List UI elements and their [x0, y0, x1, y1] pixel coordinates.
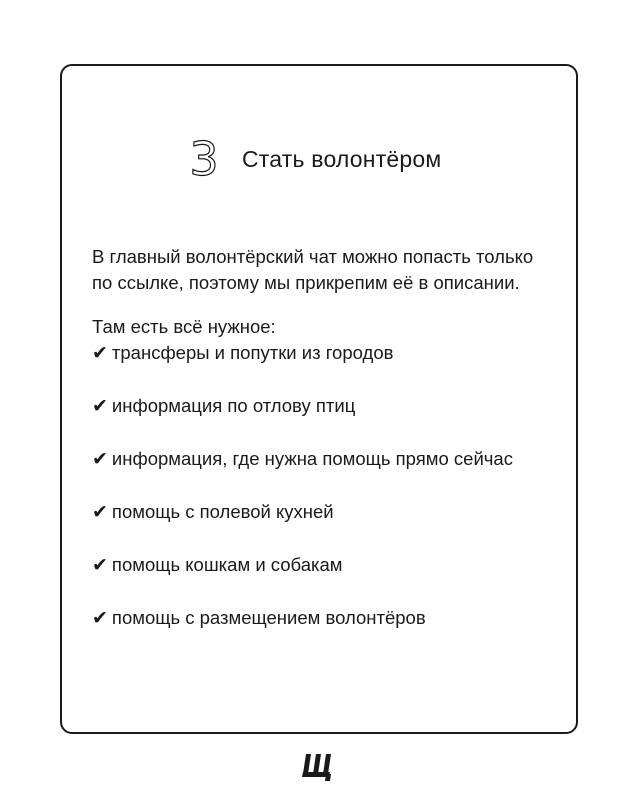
card-heading — [182, 132, 442, 186]
list-heading: Там есть всё нужное: — [92, 316, 276, 337]
info-card — [60, 64, 578, 734]
card-content — [92, 244, 552, 658]
list-item — [92, 605, 552, 632]
step-title: Стать волонтёром — [242, 145, 442, 172]
list-item-text: помощь с полевой кухней — [111, 501, 334, 522]
list-item-text: информация, где нужна помощь прямо сейчас — [111, 448, 513, 469]
check-icon: ✔ — [92, 396, 108, 417]
check-icon: ✔ — [92, 449, 108, 470]
list-item — [92, 552, 552, 579]
check-icon: ✔ — [92, 502, 108, 523]
list-item-text: помощь с размещением волонтёров — [111, 607, 426, 628]
list-item — [92, 446, 552, 473]
check-icon: ✔ — [92, 555, 108, 576]
list-item — [92, 499, 552, 526]
intro-paragraph: В главный волонтёрский чат можно попасть только по ссылке, поэтому мы прикрепим её в описании. — [92, 246, 534, 293]
list-item-text: информация по отлову птиц — [111, 395, 356, 416]
check-icon: ✔ — [92, 608, 108, 629]
check-icon: ✔ — [92, 343, 108, 364]
list-item-text: трансферы и попутки из городов — [111, 342, 394, 363]
brand-logo-icon — [302, 752, 340, 782]
list-item — [92, 393, 552, 420]
list-item-text: помощь кошкам и собакам — [111, 554, 343, 575]
checklist — [92, 340, 552, 632]
list-item — [92, 340, 552, 367]
step-number: 3 — [189, 132, 219, 186]
